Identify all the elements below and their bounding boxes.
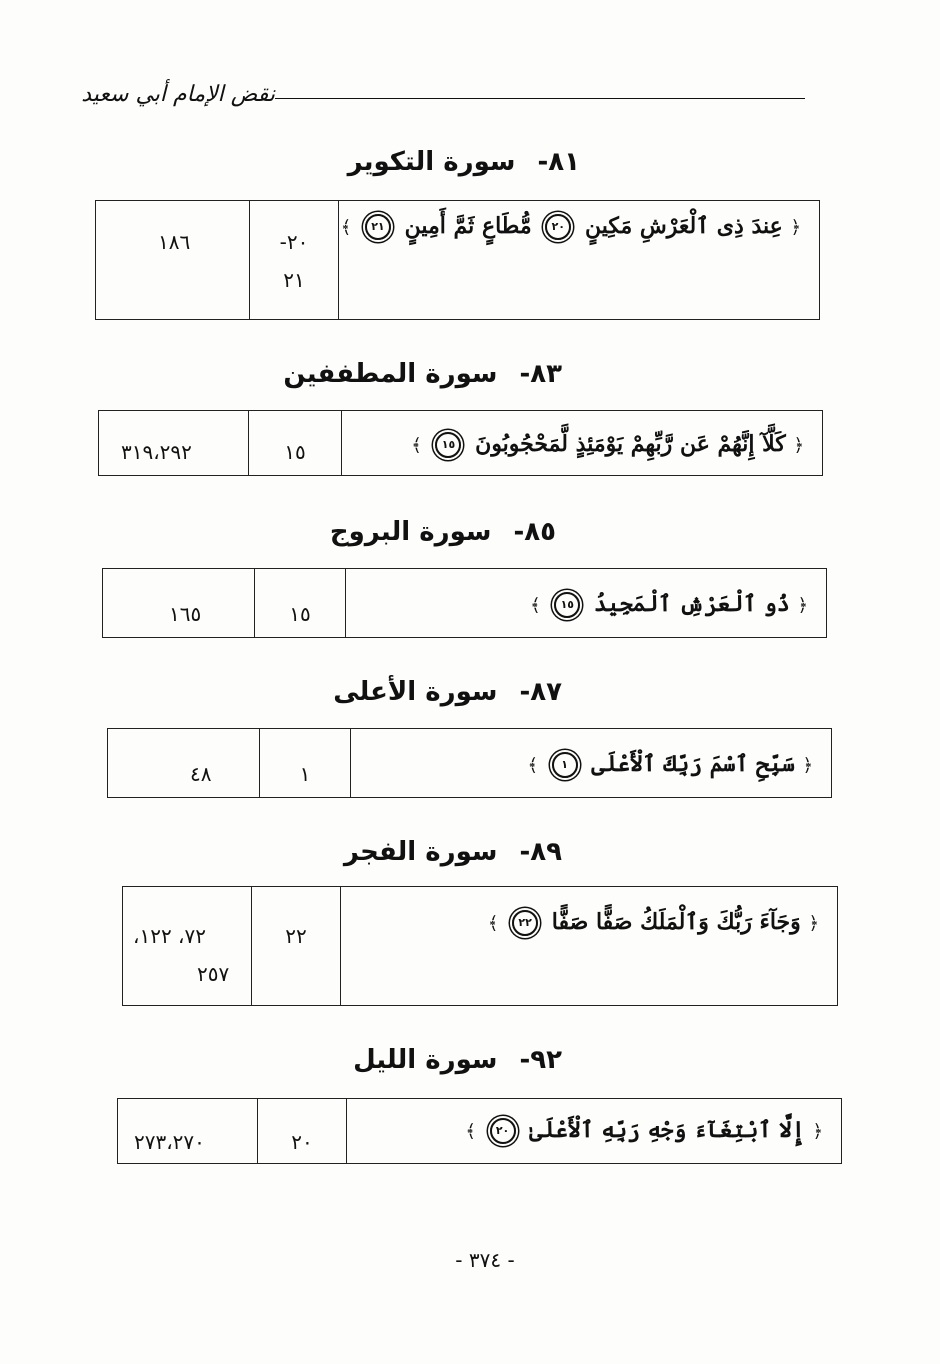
page-ref: ٤٨ [190, 762, 212, 786]
ornament-icon: ﴾ [487, 913, 499, 934]
verse-table [98, 410, 823, 476]
surah-name: سورة الأعلى [333, 677, 498, 707]
page-ref: ٢٥٧ [197, 962, 230, 986]
ayah-cell [258, 1099, 347, 1164]
surah-heading [283, 356, 562, 392]
ayah-cell [260, 729, 351, 798]
ayah-marker: ٢٠ [490, 1118, 516, 1144]
ornament-icon: ﴾ [340, 217, 352, 238]
verse-cell [347, 1099, 842, 1164]
verse-text: ذُو ٱلْعَرْشِ ٱلْمَجِيدُ [593, 591, 790, 617]
surah-number: ٨٣- [519, 359, 562, 389]
page-number: - ٣٧٤ - [455, 1248, 515, 1272]
ornament-icon: ﴿ [802, 755, 813, 776]
table-row [99, 411, 823, 476]
verse-cell [341, 887, 838, 1006]
ornament-icon: ﴿ [793, 435, 804, 456]
verse-text: عِندَ ذِى ٱلْعَرْشِ مَكِينٍ [584, 213, 783, 239]
surah-number: ٨٧- [519, 677, 562, 707]
surah-heading [333, 674, 562, 710]
ayah-number: ٢٢ [285, 924, 307, 948]
table-row [103, 569, 827, 638]
verse-text: كَلَّآ إِنَّهُمْ عَن رَّبِّهِمْ يَوْمَئِذٍ لَّمَحْجُوبُونَ [475, 431, 786, 457]
ornament-icon: ﴾ [465, 1121, 476, 1142]
ornament-icon: ﴿ [808, 913, 819, 934]
ornament-icon: ﴿ [790, 217, 801, 238]
verse-table [122, 886, 838, 1006]
page-ref: ١٨٦ [158, 230, 191, 254]
surah-number: ٩٢- [519, 1045, 562, 1075]
page-ref-cell [103, 569, 255, 638]
page-ref-cell [108, 729, 260, 798]
page-ref-cell [118, 1099, 258, 1164]
ayah-marker: ٢٠ [545, 214, 571, 240]
ornament-icon: ﴿ [812, 1121, 823, 1142]
ayah-cell [255, 569, 346, 638]
ayah-marker: ٢١ [365, 214, 391, 240]
verse-cell [342, 411, 823, 476]
verse-table [95, 200, 820, 320]
table-row [108, 729, 832, 798]
ornament-icon: ﴾ [527, 755, 538, 776]
table-row [96, 201, 820, 320]
page-ref: ٣١٩،٢٩٢ [121, 440, 192, 464]
surah-number: ٨٥- [513, 517, 556, 547]
surah-name: سورة الفجر [343, 837, 498, 867]
page-ref: ٧٢، ١٢٢، [133, 924, 206, 948]
page-ref-cell [123, 887, 252, 1006]
surah-name: سورة البروج [329, 517, 492, 547]
ayah-cell [249, 411, 342, 476]
surah-heading [348, 144, 580, 180]
verse-table [107, 728, 832, 798]
verse-table [102, 568, 827, 638]
surah-name: سورة المطففين [283, 359, 498, 389]
ayah-marker: ٢٢ [512, 910, 538, 936]
ayah-marker: ١٥ [554, 592, 580, 618]
surah-heading [344, 834, 562, 870]
surah-number: ٨١- [537, 147, 580, 177]
verse-table [117, 1098, 842, 1164]
table-row [118, 1099, 842, 1164]
verse-cell [351, 729, 832, 798]
surah-name: سورة التكوير [347, 147, 516, 177]
ayah-number: ١٥ [289, 602, 311, 626]
verse-cell [339, 201, 820, 320]
table-row [123, 887, 838, 1006]
ornament-icon: ﴿ [797, 595, 808, 616]
ayah-number: ١ [299, 762, 311, 786]
verse-text: مُّطَاعٍ ثَمَّ أَمِينٍ [404, 213, 532, 239]
ornament-icon: ﴾ [530, 595, 541, 616]
running-head: نقض الإمام أبي سعيد [81, 82, 275, 107]
ayah-marker: ١ [552, 752, 578, 778]
surah-number: ٨٩- [519, 837, 562, 867]
surah-heading [330, 514, 556, 550]
ornament-icon: ﴾ [411, 435, 422, 456]
ayah-marker: ١٥ [435, 432, 461, 458]
verse-cell [346, 569, 827, 638]
ayah-cell [252, 887, 341, 1006]
surah-name: سورة الليل [353, 1045, 498, 1075]
page-ref-cell [96, 201, 250, 320]
running-head-rule [275, 98, 805, 99]
verse-text: سَبِّحِ ٱسْمَ رَبِّكَ ٱلْأَعْلَى [591, 751, 795, 777]
verse-text: وَجَآءَ رَبُّكَ وَٱلْمَلَكُ صَفًّا صَفًّا [551, 909, 801, 935]
ayah-number: ١٥ [284, 440, 306, 464]
ayah-number: ٢٠- [279, 230, 309, 254]
page-ref-cell [99, 411, 249, 476]
verse-text: إِلَّا ٱبْتِغَآءَ وَجْهِ رَبِّهِ ٱلْأَعْلَىٰ [529, 1117, 805, 1143]
surah-heading [353, 1042, 562, 1078]
page-ref: ٢٧٣،٢٧٠ [134, 1130, 205, 1154]
page-ref: ١٦٥ [169, 602, 202, 626]
ayah-number: ٢١ [283, 268, 305, 292]
ayah-cell [250, 201, 339, 320]
ayah-number: ٢٠ [291, 1130, 313, 1154]
